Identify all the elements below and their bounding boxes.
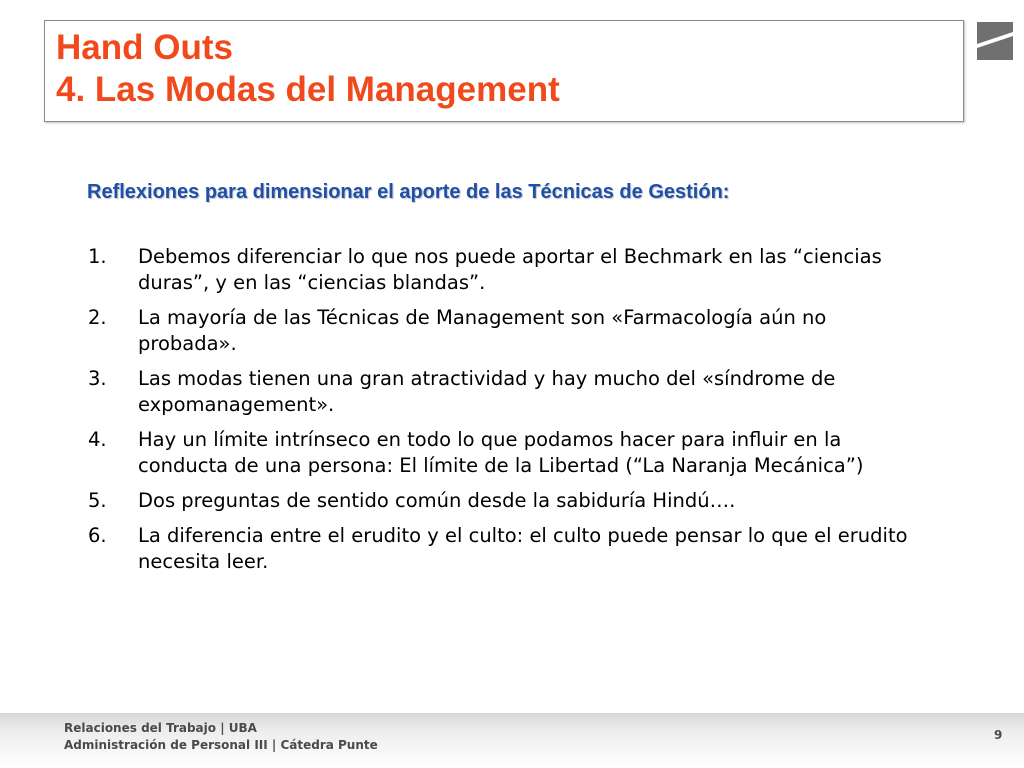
item-text: La diferencia entre el erudito y el culto: el culto puede pensar lo que el erudito necesita leer. — [138, 524, 908, 573]
item-text: Dos preguntas de sentido común desde la sabiduría Hindú…. — [138, 489, 736, 512]
footer-institution: Relaciones del Trabajo | UBA — [64, 721, 257, 735]
slide-title: Hand Outs — [56, 28, 233, 67]
item-text: La mayoría de las Técnicas de Management son «Farmacología aún no probada». — [138, 306, 827, 355]
list-item — [88, 305, 928, 357]
house-roof-icon — [977, 22, 1013, 60]
section-heading: Reflexiones para dimensionar el aporte de las Técnicas de Gestión: — [87, 181, 730, 203]
footer — [0, 713, 1024, 768]
item-number: 1. — [88, 245, 107, 268]
list-item — [88, 244, 928, 296]
footer-course: Administración de Personal III | Cátedra Punte — [64, 738, 378, 752]
item-number: 3. — [88, 367, 107, 390]
list-item — [88, 427, 928, 479]
page-number: 9 — [994, 728, 1003, 742]
reflections-list — [88, 244, 928, 584]
item-text: Las modas tienen una gran atractividad y hay mucho del «síndrome de expomanagement». — [138, 367, 836, 416]
slide-subtitle-heading: 4. Las Modas del Management — [56, 70, 560, 109]
item-number: 5. — [88, 489, 107, 512]
item-text: Hay un límite intrínseco en todo lo que podamos hacer para influir en la conducta de una persona: El límite de la Libertad (“La Naranja Mecánica”) — [138, 428, 864, 477]
list-item — [88, 523, 928, 575]
item-number: 4. — [88, 428, 107, 451]
list-item — [88, 366, 928, 418]
item-number: 6. — [88, 524, 107, 547]
title-box — [44, 20, 964, 122]
list-item — [88, 488, 928, 514]
item-text: Debemos diferenciar lo que nos puede aportar el Bechmark en las “ciencias duras”, y en las “ciencias blandas”. — [138, 245, 882, 294]
item-number: 2. — [88, 306, 107, 329]
